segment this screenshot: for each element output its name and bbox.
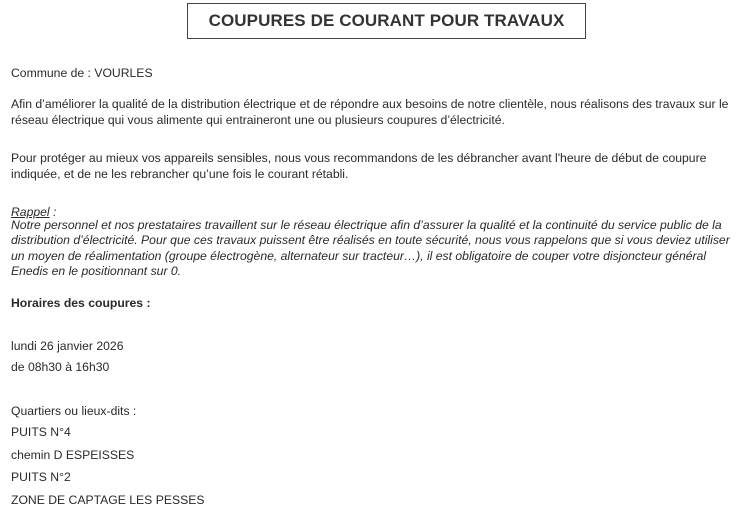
commune-line: Commune de : VOURLES	[11, 66, 153, 80]
page-title: COUPURES DE COURANT POUR TRAVAUX	[208, 10, 565, 30]
list-item: ZONE DE CAPTAGE LES PESSES	[11, 492, 205, 507]
rappel-paragraph: Notre personnel et nos prestataires travaillent sur le réseau électrique afin d’assurer la qualité et la continuité du service public de la distribution d’électricité. Pour que ces travaux puissent être réalisés en toute sécurité, nous vous rappelons que si vous deviez utiliser un moyen de réalimentation (groupe électrogène, alternateur sur tracteur…), il est obligatoire de couper votre disjoncteur général Enedis en le positionnant sur 0.	[11, 218, 730, 278]
rappel-label-suffix: :	[49, 205, 57, 219]
rappel-label: Rappel	[11, 205, 50, 219]
list-item: PUITS N°4	[11, 425, 71, 439]
list-item: PUITS N°2	[11, 470, 71, 484]
outage-time: de 08h30 à 16h30	[11, 360, 110, 374]
outage-date: lundi 26 janvier 2026	[11, 339, 124, 353]
intro-paragraph: Afin d’améliorer la qualité de la distribution électrique et de répondre aux besoins de notre clientèle, nous réalisons des travaux sur le réseau électrique qui vous alimente qui entraineront une ou plusieurs coupures d’électricité.	[11, 97, 729, 128]
horaires-heading: Horaires des coupures :	[11, 296, 151, 310]
list-item: chemin D ESPEISSES	[11, 447, 135, 462]
title-box	[187, 3, 586, 39]
quartiers-list	[11, 424, 204, 514]
protect-paragraph: Pour protéger au mieux vos appareils sensibles, nous vous recommandons de les débrancher avant l'heure de début de coupure indiquée, et de ne les rebrancher qu’une fois le courant rétabli.	[11, 151, 707, 182]
quartiers-heading: Quartiers ou lieux-dits :	[11, 404, 137, 418]
